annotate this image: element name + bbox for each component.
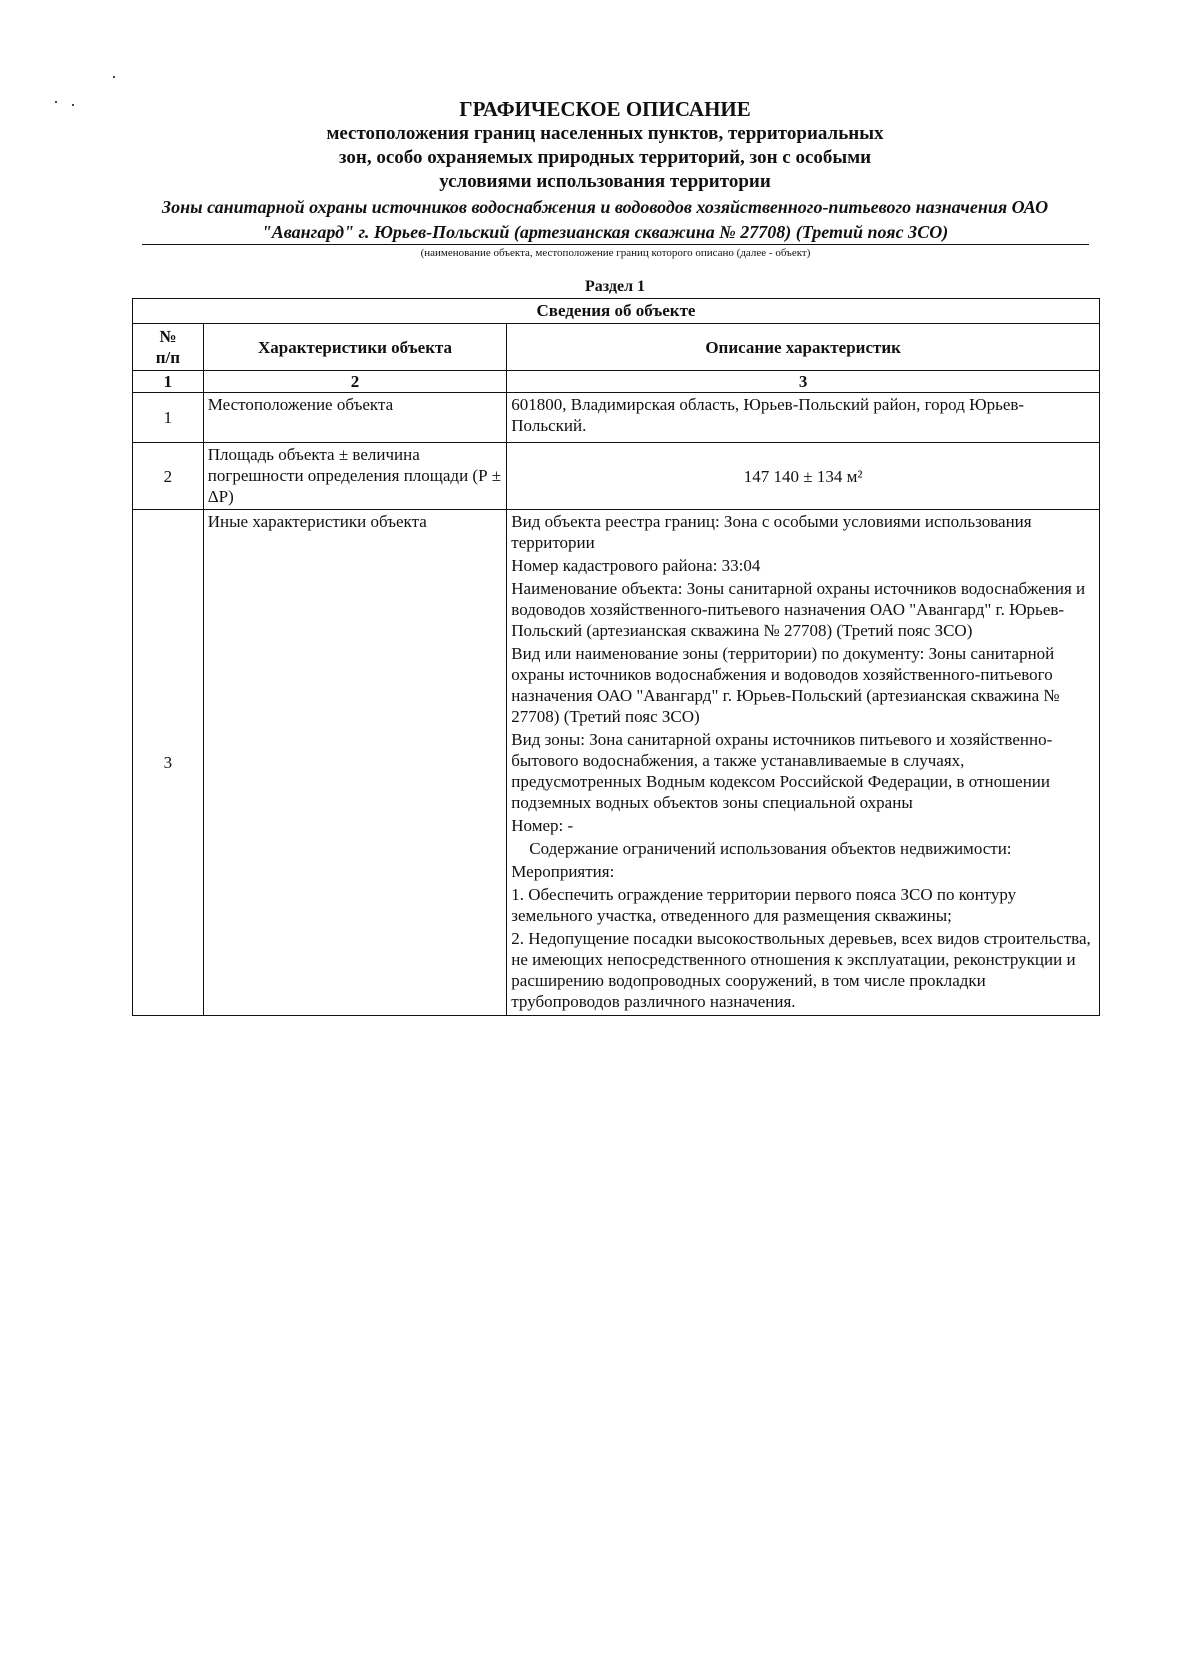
description-paragraph: 1. Обеспечить ограждение территории первого пояса ЗСО по контуру земельного участка, отведенного для размещения скважины; <box>511 885 1017 925</box>
row-description <box>507 510 1100 1016</box>
object-info-table <box>132 298 1100 1016</box>
description-paragraph: Вид объекта реестра границ: Зона с особыми условиями использования территории <box>511 512 1032 552</box>
row-number: 1 <box>133 393 204 443</box>
description-paragraph: Номер: - <box>511 816 574 835</box>
object-name-line: Зоны санитарной охраны источников водоснабжения и водоводов хозяйственного-питьевого назначения ОАО <box>161 197 1049 217</box>
description-paragraph: Вид или наименование зоны (территории) по документу: Зоны санитарной охраны источников водоснабжения и водоводов хозяйственного-питьевого назначения ОАО "Авангард" г. Юрьев-Польский (артезианская скважина № 27708) (Третий пояс ЗСО) <box>511 644 1060 726</box>
table-title: Сведения об объекте <box>133 299 1100 324</box>
document-header <box>130 96 1080 244</box>
row-number: 3 <box>133 510 204 1016</box>
description-paragraph: 2. Недопущение посадки высокоствольных деревьев, всех видов строительства, не имеющих непосредственного отношения к эксплуатации, реконструкции и расширению водопроводных сооружений, в том числе прокладки трубопроводов различного назначения. <box>511 929 1091 1011</box>
document-subtitle-line: зон, особо охраняемых природных территорий, зон с особыми <box>338 147 872 168</box>
row-characteristic: Площадь объекта ± величина погрешности определения площади (Р ± ΔР) <box>203 443 507 510</box>
description-paragraph: Мероприятия: <box>511 862 615 881</box>
scan-speck <box>55 101 57 103</box>
document-subtitle-line: местоположения границ населенных пунктов, территориальных <box>326 123 884 144</box>
table-row <box>133 393 1100 443</box>
description-paragraph: Наименование объекта: Зоны санитарной охраны источников водоснабжения и водоводов хозяйственного-питьевого назначения ОАО "Авангард" г. Юрьев-Польский (артезианская скважина № 27708) (Третий пояс ЗСО) <box>511 579 1086 640</box>
table-row <box>133 443 1100 510</box>
column-number: 3 <box>507 371 1100 393</box>
row-characteristic: Местоположение объекта <box>203 393 507 443</box>
description-paragraph: Содержание ограничений использования объектов недвижимости: <box>529 839 1012 858</box>
column-number: 2 <box>203 371 507 393</box>
table-title-row <box>133 299 1100 324</box>
header-cell-characteristic: Характеристики объекта <box>203 324 507 371</box>
document-subtitle-line: условиями использования территории <box>439 171 771 192</box>
column-number-row <box>133 371 1100 393</box>
scan-speck <box>72 104 74 106</box>
object-name-line: "Авангард" г. Юрьев-Польский (артезианская скважина № 27708) (Третий пояс ЗСО) <box>261 222 949 242</box>
section-label: Раздел 1 <box>584 278 646 295</box>
header-cell-number: № п/п <box>133 324 204 371</box>
object-name-underline <box>142 244 1089 245</box>
row-description: 601800, Владимирская область, Юрьев-Польский район, город Юрьев-Польский. <box>507 393 1100 443</box>
description-paragraph: Номер кадастрового района: 33:04 <box>511 556 761 575</box>
object-name-caption: (наименование объекта, местоположение границ которого описано (далее - объект) <box>420 247 811 259</box>
row-characteristic: Иные характеристики объекта <box>203 510 507 1016</box>
table-row <box>133 510 1100 1016</box>
header-cell-description: Описание характеристик <box>507 324 1100 371</box>
row-number: 2 <box>133 443 204 510</box>
scan-speck <box>113 76 115 78</box>
row-description: 147 140 ± 134 м² <box>507 443 1100 510</box>
description-paragraph: Вид зоны: Зона санитарной охраны источников питьевого и хозяйственно-бытового водоснабжения, а также устанавливаемые в случаях, предусмотренных Водным кодексом Российской Федерации, в отношении подземных водных объектов зоны специальной охраны <box>511 730 1053 812</box>
table-header-row <box>133 324 1100 371</box>
column-number: 1 <box>133 371 204 393</box>
document-title: ГРАФИЧЕСКОЕ ОПИСАНИЕ <box>459 97 751 121</box>
